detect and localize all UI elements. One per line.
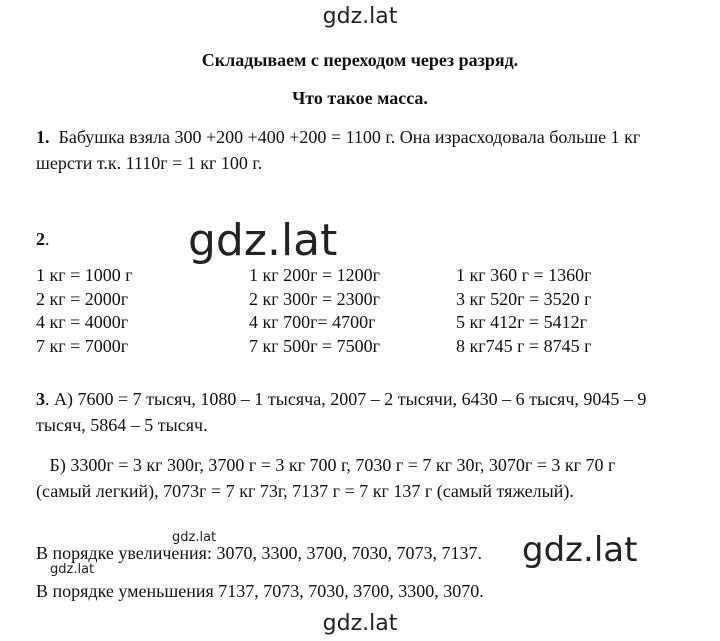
conversion-row: 1 кг = 1000 г bbox=[36, 265, 133, 285]
task-2-suffix: . bbox=[45, 229, 50, 249]
conversion-row: 1 кг 360 г = 1360г bbox=[456, 265, 592, 285]
task-3-number: 3 bbox=[36, 389, 45, 409]
conversion-row: 5 кг 412г = 5412г bbox=[456, 312, 588, 332]
watermark-mid: gdz.lat bbox=[522, 530, 638, 570]
conversion-row: 3 кг 520г = 3520 г bbox=[456, 288, 592, 309]
conversion-row: 4 кг = 4000г bbox=[36, 312, 129, 332]
task-1-text: Бабушка взяла 300 +200 +400 +200 = 1100 г. Она израсходовала больше 1 кг шерсти т.к. 1110г = 1 кг 100 г. bbox=[36, 127, 641, 173]
conversion-row: 2 кг = 2000г bbox=[36, 288, 129, 309]
task-3-part-b bbox=[36, 452, 668, 504]
descending-order: В порядке уменьшения 7137, 7073, 7030, 3700, 3300, 3070. bbox=[36, 581, 484, 601]
conversion-column-2 bbox=[249, 264, 380, 358]
conversion-row: 8 кг745 г = 8745 г bbox=[456, 335, 592, 356]
task-3-part-a bbox=[36, 386, 668, 438]
task-2-number: 2 bbox=[36, 229, 45, 249]
task-1-number: 1. bbox=[36, 127, 50, 147]
conversion-row: 2 кг 300г = 2300г bbox=[249, 288, 381, 309]
conversion-row: 4 кг 700г= 4700г bbox=[249, 312, 376, 332]
watermark-bottom: gdz.lat bbox=[322, 611, 398, 636]
watermark-top: gdz.lat bbox=[322, 4, 398, 29]
task-3-part-b-text: Б) 3300г = 3 кг 300г, 3700 г = 3 кг 700 г, 7030 г = 7 кг 30г, 3070г = 3 кг 70 г (самый легкий), 7073г = 7 кг 73г, 7137 г = 7 кг 137 г (самый тяжелый). bbox=[36, 455, 616, 501]
task-1 bbox=[36, 124, 676, 176]
conversion-row: 1 кг 200г = 1200г bbox=[249, 265, 381, 285]
watermark-small-1: gdz.lat bbox=[172, 530, 217, 545]
ascending-order: В порядке увеличения: 3070, 3300, 3700, 7030, 7073, 7137. bbox=[36, 543, 482, 563]
task-2-heading bbox=[36, 226, 50, 252]
watermark-small-2: gdz.lat bbox=[50, 562, 95, 577]
watermark-big: gdz.lat bbox=[188, 215, 338, 266]
task-3-part-a-text: . А) 7600 = 7 тысяч, 1080 – 1 тысяча, 2007 – 2 тысячи, 6430 – 6 тысяч, 9045 – 9 тысяч, 5864 – 5 тысяч. bbox=[36, 389, 647, 435]
conversion-column-3 bbox=[456, 264, 592, 358]
conversion-row: 7 кг 500г = 7500г bbox=[249, 335, 381, 356]
conversion-row: 7 кг = 7000г bbox=[36, 335, 129, 356]
page-subtitle: Что такое масса. bbox=[292, 88, 428, 108]
conversion-column-1 bbox=[36, 264, 133, 358]
page-title: Складываем с переходом через разряд. bbox=[201, 50, 519, 70]
